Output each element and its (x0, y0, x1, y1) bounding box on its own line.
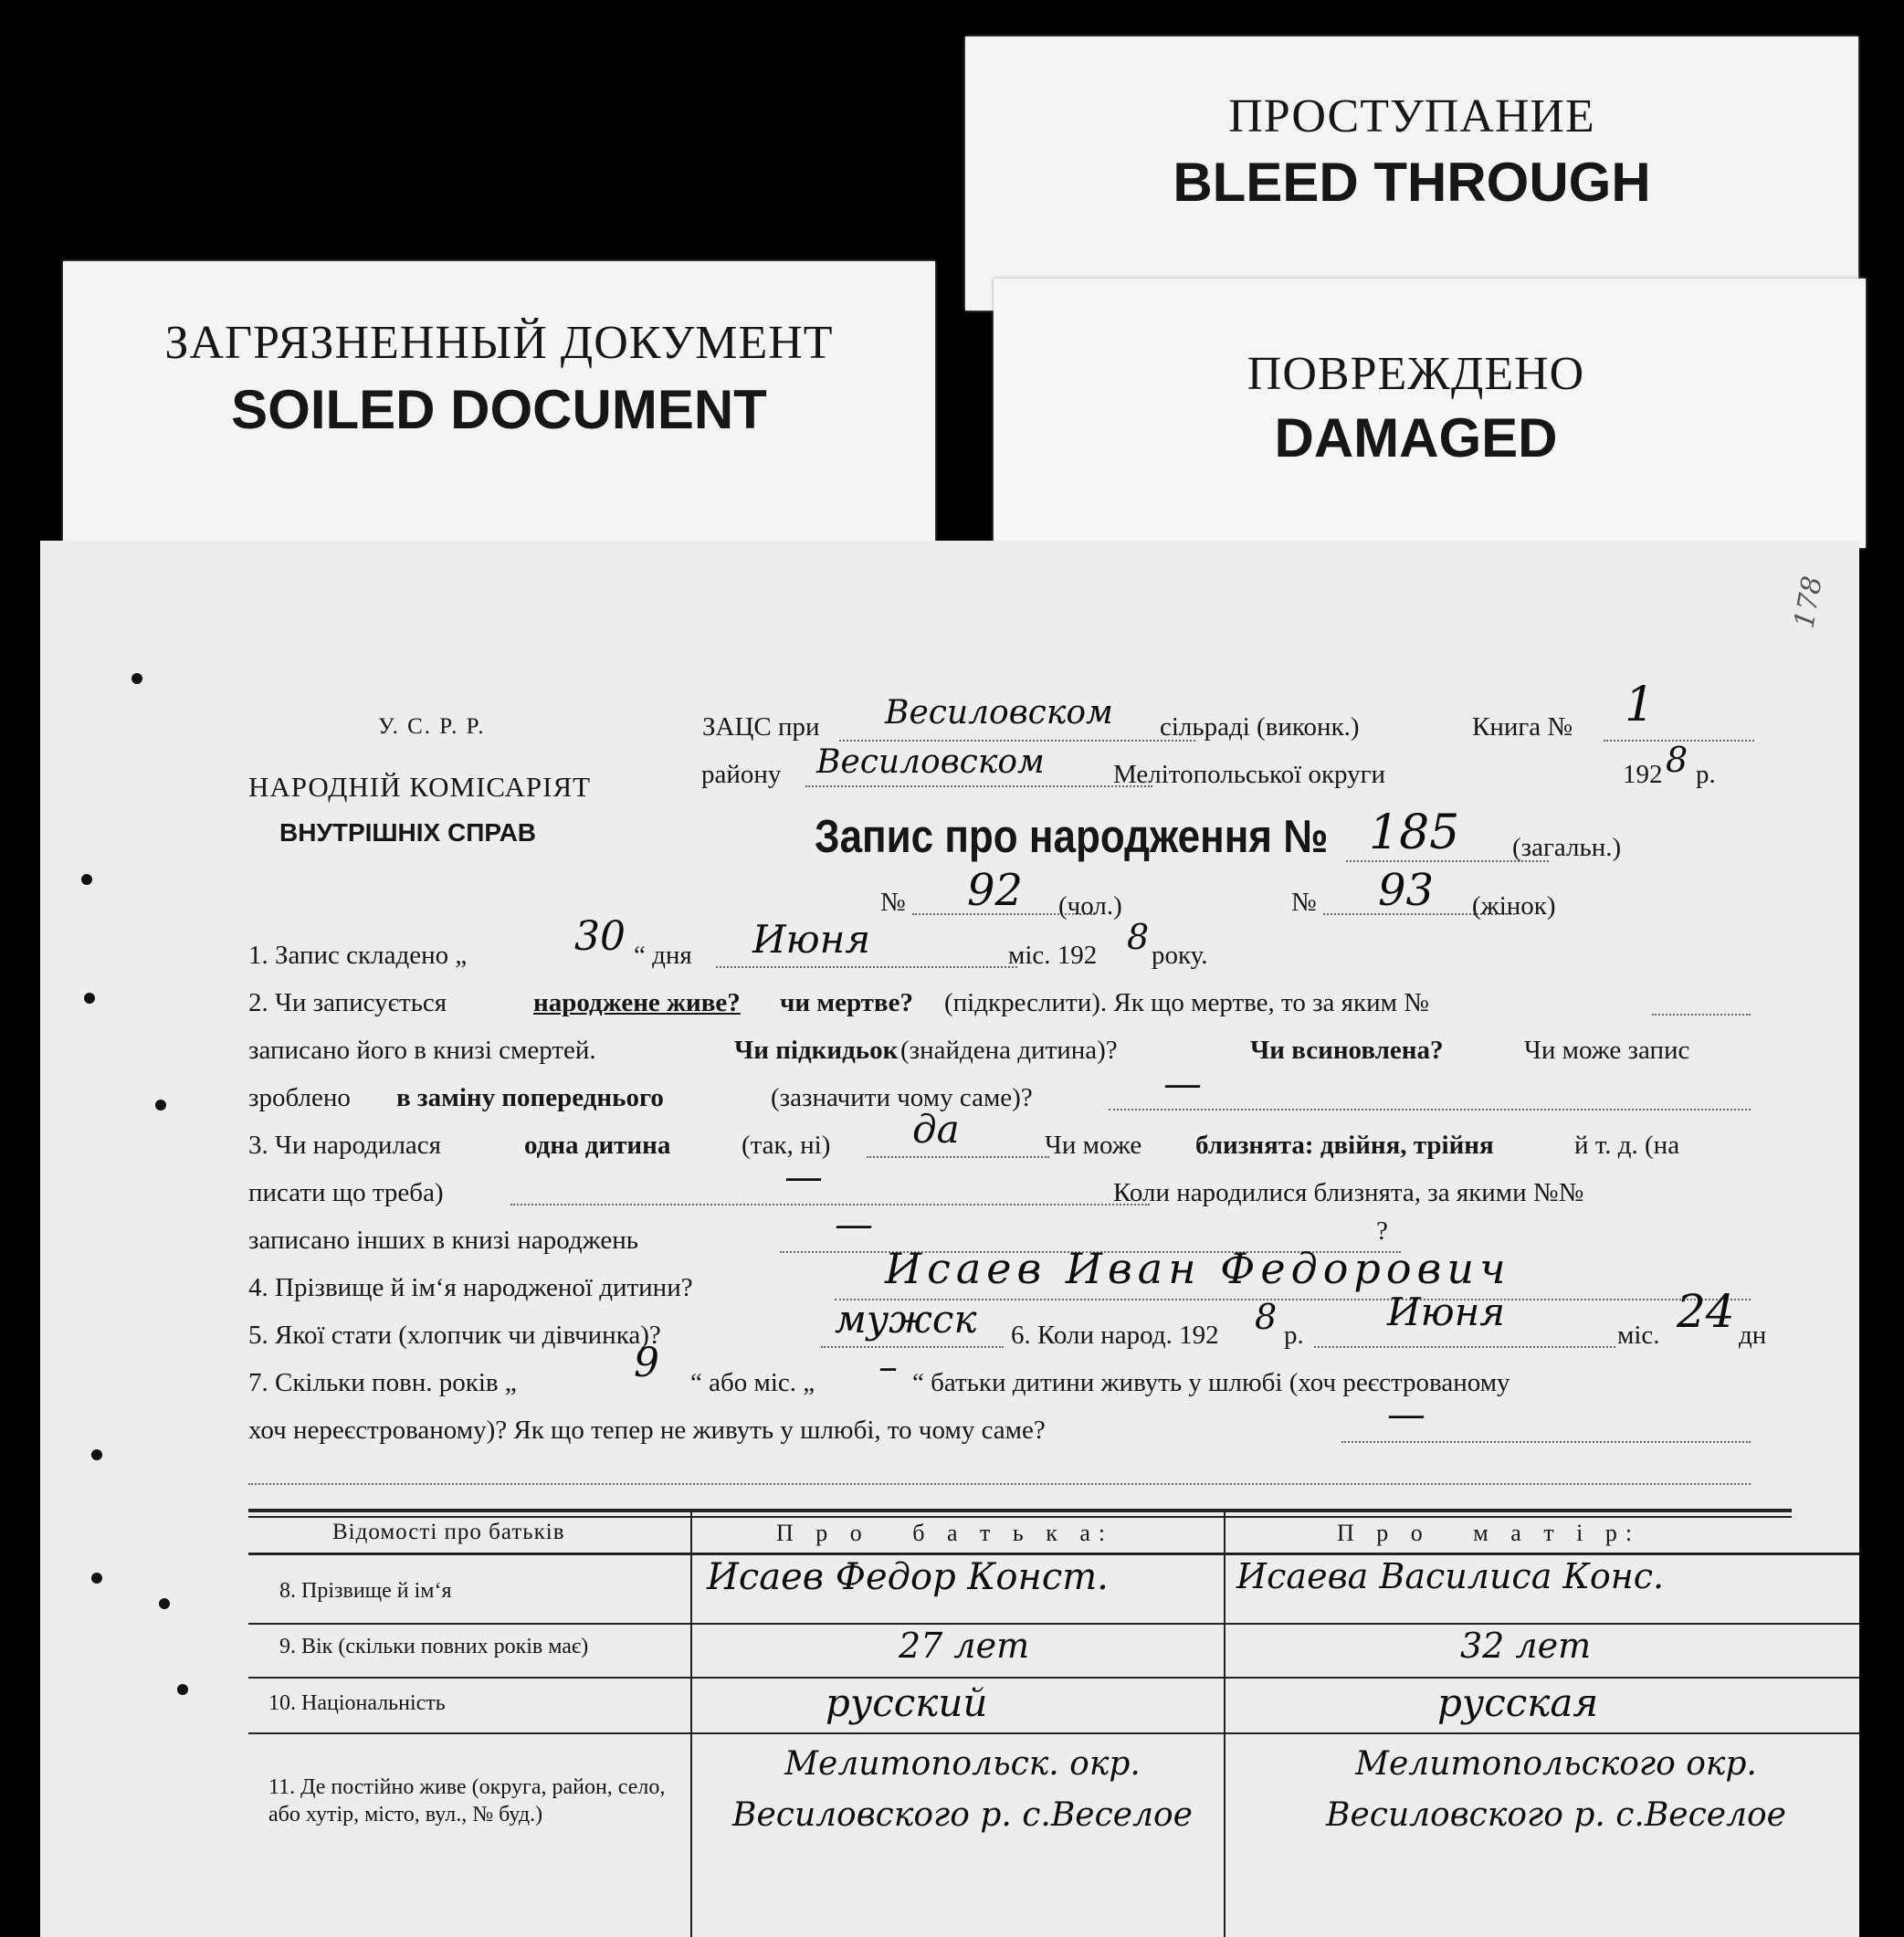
row10-label: 10. Національність (268, 1691, 446, 1715)
col-mother-header: П р о м а т і р: (1337, 1520, 1641, 1546)
ussr-label: У. С. Р. Р. (378, 714, 486, 739)
line9-month: Июня (1387, 1290, 1506, 1334)
kniga-label: Книга № (1472, 712, 1573, 742)
line9-d: міс. (1617, 1321, 1660, 1350)
dotted-line (248, 1483, 1751, 1485)
line5-b: одна дитина (524, 1131, 671, 1160)
table-rule (248, 1553, 1859, 1555)
line5-f: й т. д. (на (1574, 1131, 1680, 1160)
line1-year: 8 (1127, 917, 1150, 957)
dotted-line (1314, 1346, 1615, 1348)
dotted-line (839, 740, 1195, 742)
dotted-line (716, 966, 1017, 968)
dotted-line (821, 1346, 1004, 1348)
punch-hole (81, 874, 92, 885)
row8-mother: Исаева Василиса Конс. (1236, 1556, 1665, 1596)
line9-e: дн (1739, 1321, 1767, 1350)
line5-e: близнята: двійня, трійня (1195, 1131, 1494, 1160)
table-rule (1224, 1512, 1226, 1937)
bleed-through-ru: ПРОСТУПАНИЕ (1228, 90, 1595, 142)
row11-label: 11. Де постійно живе (округа, район, село, або хутір, місто, вул., № буд.) (268, 1775, 666, 1826)
line8-a: 4. Прізвище й ім‘я народженої дитини? (248, 1273, 693, 1302)
line9-year: 8 (1255, 1297, 1278, 1337)
line5-a: 3. Чи народилася (248, 1131, 442, 1160)
soiled-en: SOILED DOCUMENT (231, 379, 767, 440)
table-rule (248, 1677, 1859, 1679)
line4-b: в заміну попереднього (396, 1083, 664, 1112)
line4-hw: — (1163, 1061, 1202, 1106)
line11-hw: — (1387, 1392, 1425, 1437)
chol-label: (чол.) (1058, 891, 1122, 921)
row9-father: 27 лет (899, 1626, 1030, 1666)
year-hw: 8 (1666, 740, 1688, 780)
soiled-ru: ЗАГРЯЗНЕННЫЙ ДОКУМЕНТ (164, 317, 834, 369)
dotted-line (805, 785, 1152, 787)
col-info-header: Відомості про батьків (332, 1520, 565, 1544)
dotted-line (1652, 1014, 1751, 1016)
damaged-card (994, 279, 1866, 548)
row10-father: русский (826, 1680, 988, 1725)
punch-hole (155, 1100, 166, 1111)
line10-b: “ або міс. „ (690, 1368, 815, 1397)
table-rule (248, 1732, 1859, 1734)
damaged-en: DAMAGED (1274, 407, 1558, 468)
line9-c: р. (1284, 1321, 1304, 1350)
line3-e: Чи може запис (1524, 1036, 1690, 1065)
punch-hole (91, 1573, 102, 1584)
year-prefix: 192 (1623, 760, 1663, 789)
table-rule (248, 1516, 1792, 1518)
zags-hw: Весиловском (885, 694, 1113, 732)
punch-hole (84, 993, 95, 1004)
dotted-line (1341, 1441, 1751, 1443)
chol-hw: 92 (967, 865, 1024, 916)
line10-a: 7. Скільки повн. років „ (248, 1368, 517, 1397)
zags-prefix: ЗАЦС при (702, 712, 820, 742)
punch-hole (159, 1598, 170, 1609)
line1-d: року. (1152, 941, 1208, 970)
col-father-header: П р о б а т ь к а: (776, 1520, 1114, 1546)
kniga-hw: 1 (1625, 678, 1656, 732)
line7-a: записано інших в книзі народжень (248, 1226, 638, 1255)
row8-label: 8. Прізвище й ім‘я (279, 1579, 452, 1603)
chol-no: № (880, 888, 906, 917)
line4-c: (зазначити чому саме)? (771, 1083, 1033, 1112)
line3-c: (знайдена дитина)? (900, 1036, 1118, 1065)
line1-a: 1. Запис складено „ (248, 941, 468, 970)
ministry-label: НАРОДНІЙ КОМІСАРІЯТ (248, 771, 592, 803)
line1-day: 30 (574, 913, 626, 960)
table-rule (248, 1623, 1859, 1625)
dotted-line (1109, 1109, 1751, 1111)
dotted-line (510, 1204, 1150, 1205)
line2-d: (підкреслити). Як що мертве, то за яким № (944, 988, 1429, 1017)
line9-day: 24 (1677, 1285, 1735, 1338)
zagal-label: (загальн.) (1512, 833, 1622, 862)
line3-a: записано його в книзі смертей. (248, 1036, 596, 1065)
line6-a: писати що треба) (248, 1178, 444, 1207)
line9-b: 6. Коли народ. 192 (1011, 1321, 1219, 1350)
table-rule (690, 1512, 692, 1937)
line10-c: “ батьки дитини живуть у шлюбі (хоч реєстрованому (912, 1368, 1510, 1397)
line2-c: чи мертве? (780, 988, 913, 1017)
soiled-document-card (63, 261, 935, 553)
record-title: Запис про народження № (815, 811, 1329, 863)
line4-a: зроблено (248, 1083, 351, 1112)
line10-months: – (878, 1344, 898, 1389)
bleed-through-en: BLEED THROUGH (1173, 152, 1651, 213)
line5-c: (так, ні) (742, 1131, 831, 1160)
damaged-ru: ПОВРЕЖДЕНО (1247, 348, 1585, 400)
row10-mother: русская (1437, 1680, 1599, 1725)
line9-hw: мужск (835, 1297, 977, 1342)
line1-month: Июня (752, 917, 871, 962)
zhin-no: № (1291, 888, 1317, 917)
line3-d: Чи всиновлена? (1250, 1036, 1444, 1065)
line11-a: хоч нереєстрованому)? Як що тепер не живуть у шлюбі, то чому саме? (248, 1416, 1046, 1445)
line1-b: “ дня (634, 941, 692, 970)
line3-b: Чи підкидьок (734, 1036, 899, 1065)
line7-hw: — (835, 1202, 873, 1247)
row11-mother: Мелитопольского окр. Весиловского р. с.Веселое (1326, 1745, 1786, 1834)
line8-hw: Исаев Иван Федорович (885, 1244, 1511, 1293)
row9-label: 9. Вік (скільки повних років має) (279, 1635, 589, 1658)
line5-hw: да (912, 1107, 960, 1152)
line10-years: 9 (634, 1340, 659, 1386)
row9-mother: 32 лет (1460, 1626, 1592, 1666)
line1-c: міс. 192 (1008, 941, 1098, 970)
raion-hw: Весиловском (816, 743, 1045, 781)
okrug-label: Мелітопольської округи (1113, 760, 1386, 789)
row8-father: Исаев Федор Конст. (707, 1556, 1109, 1598)
selrada-label: сільраді (виконк.) (1160, 712, 1360, 742)
dept-label: ВНУТРІШНІХ СПРАВ (279, 818, 537, 847)
line5-d: Чи може (1045, 1131, 1142, 1160)
zhin-hw: 93 (1378, 865, 1435, 916)
zhin-label: (жінок) (1472, 891, 1556, 921)
title-hw: 185 (1369, 805, 1460, 860)
punch-hole (131, 673, 142, 684)
punch-hole (91, 1449, 102, 1460)
birth-record-form (40, 541, 1859, 1937)
punch-hole (177, 1684, 188, 1695)
line2-a: 2. Чи записується (248, 988, 447, 1017)
row11-father: Мелитопольск. окр. Весиловского р. с.Веселое (732, 1745, 1193, 1834)
year-suffix: р. (1696, 760, 1716, 789)
line7-b: ? (1376, 1216, 1388, 1246)
line6-b: Коли народилися близнята, за якими №№ (1113, 1178, 1584, 1207)
line9-a: 5. Якої стати (хлопчик чи дівчинка)? (248, 1321, 661, 1350)
raion-prefix: району (701, 760, 782, 789)
table-rule (248, 1509, 1792, 1512)
dotted-line (867, 1156, 1049, 1158)
line6-hw: — (784, 1154, 823, 1199)
page-number: 178 (1788, 574, 1829, 631)
bleed-through-card (965, 37, 1858, 311)
line2-b: народжене живе? (533, 988, 741, 1017)
